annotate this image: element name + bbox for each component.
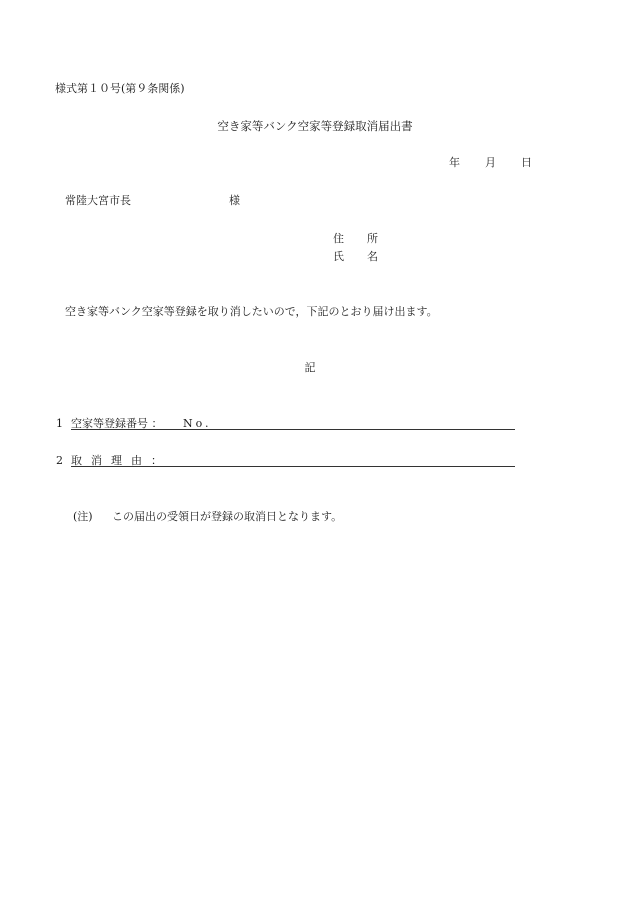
date-year-label: 年 bbox=[449, 156, 460, 169]
addressee-name: 常陸大宮市長 bbox=[65, 194, 131, 207]
name-label-second: 名 bbox=[367, 250, 378, 263]
form-number: 様式第１０号(第９条関係) bbox=[55, 82, 185, 95]
name-label-first: 氏 bbox=[333, 250, 344, 263]
date-day-label: 日 bbox=[521, 156, 532, 169]
address-label-second: 所 bbox=[367, 232, 378, 245]
registration-number-label: 空家等登録番号 ： bbox=[71, 417, 163, 430]
addressee-honorific: 様 bbox=[229, 194, 240, 207]
item-number-1: 1 bbox=[56, 417, 63, 430]
cancellation-reason-line bbox=[71, 466, 515, 467]
request-statement: 空き家等バンク空家等登録を取り消したいので，下記のとおり届け出ます。 bbox=[65, 305, 438, 318]
record-heading: 記 bbox=[304, 361, 316, 374]
note-text: この届出の受領日が登録の取消日となります。 bbox=[112, 510, 343, 523]
address-label-first: 住 bbox=[333, 232, 344, 245]
date-month-label: 月 bbox=[485, 156, 496, 169]
document-title: 空き家等バンク空家等登録取消届出書 bbox=[217, 119, 413, 133]
note-mark: (注) bbox=[73, 510, 93, 523]
registration-number-line bbox=[71, 429, 515, 430]
registration-number-prefix: No. bbox=[183, 417, 212, 430]
item-number-2: 2 bbox=[56, 454, 63, 467]
cancellation-reason-label: 取消理由： bbox=[71, 454, 171, 467]
